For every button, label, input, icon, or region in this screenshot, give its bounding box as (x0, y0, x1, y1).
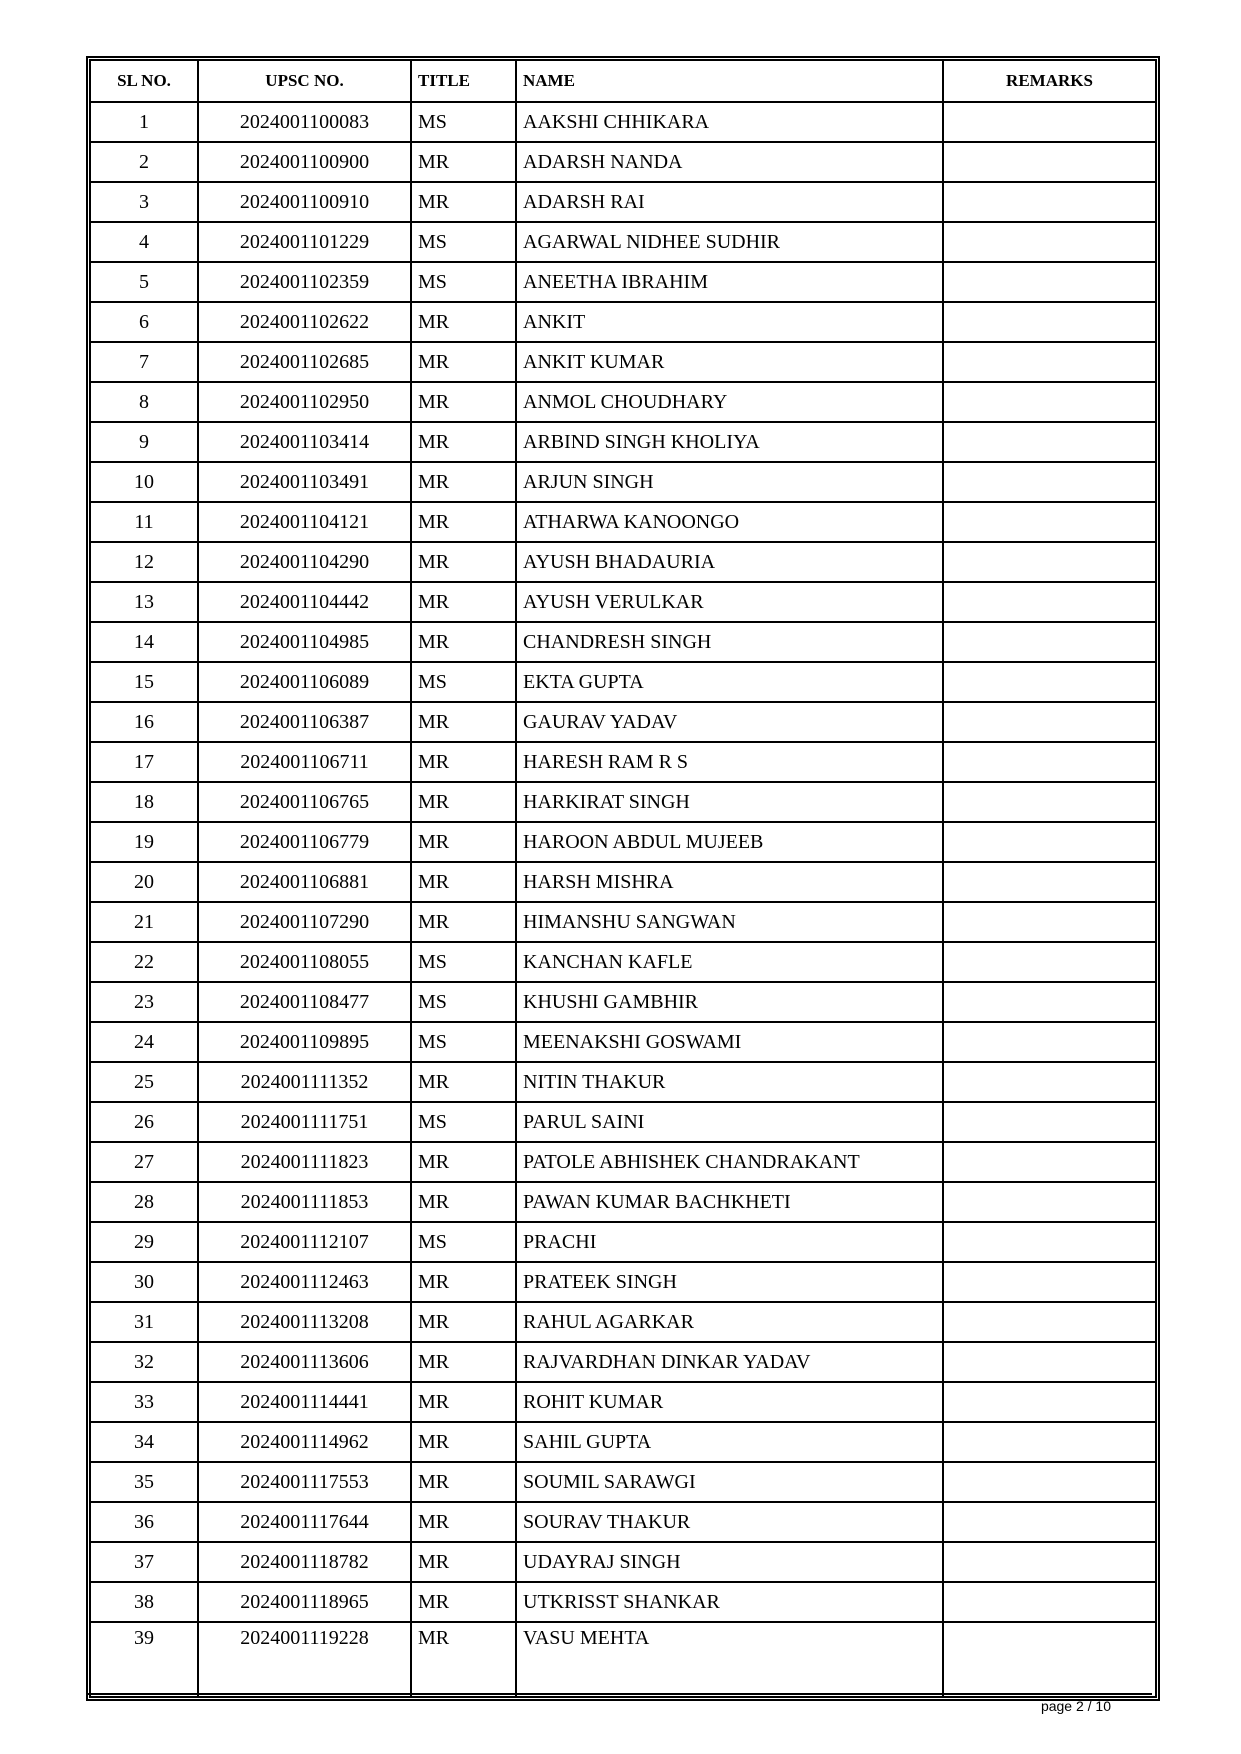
header-remarks: REMARKS (943, 60, 1156, 102)
cell-name: ANEETHA IBRAHIM (516, 262, 943, 302)
cell-title: MR (411, 1382, 516, 1422)
cell-title: MR (411, 182, 516, 222)
cell-title: MR (411, 1142, 516, 1182)
cell-title: MS (411, 1102, 516, 1142)
cell-title: MR (411, 1622, 516, 1697)
cell-title: MR (411, 1542, 516, 1582)
cell-name: UDAYRAJ SINGH (516, 1542, 943, 1582)
table-row (90, 302, 1156, 342)
cell-name: NITIN THAKUR (516, 1062, 943, 1102)
cell-name: PARUL SAINI (516, 1102, 943, 1142)
table-row (90, 382, 1156, 422)
cell-sl-no: 29 (90, 1222, 198, 1262)
cell-upsc-no: 2024001109895 (198, 1022, 411, 1062)
cell-name: RAJVARDHAN DINKAR YADAV (516, 1342, 943, 1382)
cell-name: ADARSH NANDA (516, 142, 943, 182)
cell-title: MR (411, 342, 516, 382)
cell-upsc-no: 2024001102622 (198, 302, 411, 342)
cell-title: MR (411, 742, 516, 782)
cell-remarks (943, 1582, 1156, 1622)
cell-remarks (943, 262, 1156, 302)
cell-title: MR (411, 1182, 516, 1222)
cell-name: SAHIL GUPTA (516, 1422, 943, 1462)
cell-name: MEENAKSHI GOSWAMI (516, 1022, 943, 1062)
table-row (90, 1502, 1156, 1542)
cell-upsc-no: 2024001106711 (198, 742, 411, 782)
cell-title: MR (411, 1302, 516, 1342)
cell-sl-no: 30 (90, 1262, 198, 1302)
cell-name: KHUSHI GAMBHIR (516, 982, 943, 1022)
cell-title: MR (411, 542, 516, 582)
cell-upsc-no: 2024001113606 (198, 1342, 411, 1382)
cell-sl-no: 13 (90, 582, 198, 622)
table-row (90, 1182, 1156, 1222)
cell-upsc-no: 2024001103491 (198, 462, 411, 502)
cell-upsc-no: 2024001113208 (198, 1302, 411, 1342)
cell-sl-no: 19 (90, 822, 198, 862)
cell-remarks (943, 622, 1156, 662)
cell-sl-no: 21 (90, 902, 198, 942)
cell-sl-no: 33 (90, 1382, 198, 1422)
table-row (90, 1622, 1156, 1697)
cell-title: MR (411, 862, 516, 902)
table-row (90, 1102, 1156, 1142)
cell-sl-no: 24 (90, 1022, 198, 1062)
cell-name: AAKSHI CHHIKARA (516, 102, 943, 142)
cell-name: ARBIND SINGH KHOLIYA (516, 422, 943, 462)
table-row (90, 1382, 1156, 1422)
cell-remarks (943, 1222, 1156, 1262)
table-row (90, 422, 1156, 462)
cell-remarks (943, 422, 1156, 462)
cell-remarks (943, 102, 1156, 142)
cell-title: MR (411, 462, 516, 502)
cell-sl-no: 6 (90, 302, 198, 342)
cell-sl-no: 23 (90, 982, 198, 1022)
cell-title: MR (411, 142, 516, 182)
table-row (90, 742, 1156, 782)
cell-title: MR (411, 822, 516, 862)
cell-name: ANMOL CHOUDHARY (516, 382, 943, 422)
table-row (90, 582, 1156, 622)
table-row (90, 1342, 1156, 1382)
cell-title: MS (411, 102, 516, 142)
cell-title: MR (411, 502, 516, 542)
cell-remarks (943, 662, 1156, 702)
cell-title: MR (411, 382, 516, 422)
cell-title: MR (411, 422, 516, 462)
cell-title: MR (411, 1342, 516, 1382)
table-row (90, 462, 1156, 502)
table-row (90, 502, 1156, 542)
cell-name: AYUSH VERULKAR (516, 582, 943, 622)
cell-name: HARSH MISHRA (516, 862, 943, 902)
cell-name: HAROON ABDUL MUJEEB (516, 822, 943, 862)
cell-title: MR (411, 622, 516, 662)
table-row (90, 942, 1156, 982)
table-row (90, 982, 1156, 1022)
cell-sl-no: 16 (90, 702, 198, 742)
cell-upsc-no: 2024001102685 (198, 342, 411, 382)
cell-remarks (943, 742, 1156, 782)
cell-remarks (943, 1022, 1156, 1062)
cell-sl-no: 4 (90, 222, 198, 262)
candidate-table-frame (86, 56, 1160, 1701)
cell-sl-no: 34 (90, 1422, 198, 1462)
cell-sl-no: 20 (90, 862, 198, 902)
cell-title: MS (411, 982, 516, 1022)
page-number: page 2 / 10 (1040, 1698, 1111, 1714)
cell-sl-no: 14 (90, 622, 198, 662)
table-row (90, 542, 1156, 582)
cell-sl-no: 15 (90, 662, 198, 702)
cell-upsc-no: 2024001107290 (198, 902, 411, 942)
header-upsc-no: UPSC NO. (198, 60, 411, 102)
cell-upsc-no: 2024001108055 (198, 942, 411, 982)
cell-name: AYUSH BHADAURIA (516, 542, 943, 582)
cell-sl-no: 26 (90, 1102, 198, 1142)
footer-rule (87, 1693, 1152, 1695)
cell-remarks (943, 302, 1156, 342)
table-row (90, 262, 1156, 302)
cell-remarks (943, 1382, 1156, 1422)
cell-name: PAWAN KUMAR BACHKHETI (516, 1182, 943, 1222)
cell-upsc-no: 2024001111352 (198, 1062, 411, 1102)
cell-sl-no: 35 (90, 1462, 198, 1502)
cell-sl-no: 5 (90, 262, 198, 302)
cell-title: MS (411, 1222, 516, 1262)
cell-upsc-no: 2024001118782 (198, 1542, 411, 1582)
cell-title: MS (411, 1022, 516, 1062)
cell-title: MR (411, 1462, 516, 1502)
cell-sl-no: 10 (90, 462, 198, 502)
cell-remarks (943, 1102, 1156, 1142)
table-header-row (90, 60, 1156, 102)
cell-remarks (943, 142, 1156, 182)
cell-name: SOURAV THAKUR (516, 1502, 943, 1542)
cell-sl-no: 28 (90, 1182, 198, 1222)
cell-upsc-no: 2024001106881 (198, 862, 411, 902)
cell-sl-no: 31 (90, 1302, 198, 1342)
cell-upsc-no: 2024001119228 (198, 1622, 411, 1697)
cell-upsc-no: 2024001104290 (198, 542, 411, 582)
cell-remarks (943, 822, 1156, 862)
cell-upsc-no: 2024001108477 (198, 982, 411, 1022)
table-row (90, 902, 1156, 942)
cell-remarks (943, 782, 1156, 822)
cell-sl-no: 27 (90, 1142, 198, 1182)
cell-upsc-no: 2024001117553 (198, 1462, 411, 1502)
cell-title: MR (411, 1502, 516, 1542)
cell-remarks (943, 1342, 1156, 1382)
cell-sl-no: 9 (90, 422, 198, 462)
cell-title: MR (411, 582, 516, 622)
cell-name: PRATEEK SINGH (516, 1262, 943, 1302)
table-row (90, 142, 1156, 182)
header-title: TITLE (411, 60, 516, 102)
cell-upsc-no: 2024001114962 (198, 1422, 411, 1462)
table-body (90, 102, 1156, 1697)
cell-upsc-no: 2024001104985 (198, 622, 411, 662)
table-row (90, 1462, 1156, 1502)
table-row (90, 1302, 1156, 1342)
cell-name: ANKIT (516, 302, 943, 342)
cell-name: CHANDRESH SINGH (516, 622, 943, 662)
cell-remarks (943, 942, 1156, 982)
cell-name: ROHIT KUMAR (516, 1382, 943, 1422)
cell-sl-no: 22 (90, 942, 198, 982)
cell-title: MS (411, 222, 516, 262)
cell-remarks (943, 862, 1156, 902)
cell-upsc-no: 2024001101229 (198, 222, 411, 262)
table-row (90, 1582, 1156, 1622)
cell-sl-no: 3 (90, 182, 198, 222)
cell-sl-no: 2 (90, 142, 198, 182)
cell-name: GAURAV YADAV (516, 702, 943, 742)
cell-name: KANCHAN KAFLE (516, 942, 943, 982)
cell-remarks (943, 1502, 1156, 1542)
candidate-table (89, 59, 1157, 1698)
cell-name: ANKIT KUMAR (516, 342, 943, 382)
cell-name: HIMANSHU SANGWAN (516, 902, 943, 942)
cell-name: PATOLE ABHISHEK CHANDRAKANT (516, 1142, 943, 1182)
cell-name: VASU MEHTA (516, 1622, 943, 1697)
table-row (90, 1542, 1156, 1582)
table-row (90, 822, 1156, 862)
table-row (90, 222, 1156, 262)
cell-remarks (943, 1302, 1156, 1342)
cell-remarks (943, 222, 1156, 262)
cell-remarks (943, 1622, 1156, 1697)
cell-upsc-no: 2024001103414 (198, 422, 411, 462)
table-row (90, 182, 1156, 222)
cell-remarks (943, 1062, 1156, 1102)
cell-upsc-no: 2024001100910 (198, 182, 411, 222)
cell-sl-no: 12 (90, 542, 198, 582)
table-row (90, 862, 1156, 902)
cell-sl-no: 25 (90, 1062, 198, 1102)
cell-title: MR (411, 702, 516, 742)
cell-upsc-no: 2024001106765 (198, 782, 411, 822)
table-row (90, 1222, 1156, 1262)
cell-upsc-no: 2024001102359 (198, 262, 411, 302)
cell-name: SOUMIL SARAWGI (516, 1462, 943, 1502)
cell-upsc-no: 2024001104121 (198, 502, 411, 542)
cell-title: MR (411, 782, 516, 822)
cell-title: MR (411, 1262, 516, 1302)
cell-sl-no: 32 (90, 1342, 198, 1382)
cell-remarks (943, 582, 1156, 622)
cell-remarks (943, 462, 1156, 502)
cell-remarks (943, 1462, 1156, 1502)
cell-upsc-no: 2024001100083 (198, 102, 411, 142)
cell-name: RAHUL AGARKAR (516, 1302, 943, 1342)
cell-sl-no: 17 (90, 742, 198, 782)
cell-upsc-no: 2024001104442 (198, 582, 411, 622)
cell-title: MR (411, 302, 516, 342)
cell-upsc-no: 2024001106779 (198, 822, 411, 862)
cell-remarks (943, 382, 1156, 422)
table-row (90, 102, 1156, 142)
table-row (90, 622, 1156, 662)
cell-name: ATHARWA KANOONGO (516, 502, 943, 542)
cell-remarks (943, 542, 1156, 582)
cell-name: AGARWAL NIDHEE SUDHIR (516, 222, 943, 262)
table-row (90, 1142, 1156, 1182)
table-row (90, 1422, 1156, 1462)
cell-upsc-no: 2024001112107 (198, 1222, 411, 1262)
cell-name: HARESH RAM R S (516, 742, 943, 782)
cell-upsc-no: 2024001112463 (198, 1262, 411, 1302)
header-name: NAME (516, 60, 943, 102)
cell-sl-no: 7 (90, 342, 198, 382)
cell-title: MR (411, 1582, 516, 1622)
cell-upsc-no: 2024001111751 (198, 1102, 411, 1142)
table-row (90, 342, 1156, 382)
cell-upsc-no: 2024001111823 (198, 1142, 411, 1182)
cell-remarks (943, 902, 1156, 942)
cell-title: MR (411, 1062, 516, 1102)
table-row (90, 1062, 1156, 1102)
cell-remarks (943, 982, 1156, 1022)
cell-sl-no: 18 (90, 782, 198, 822)
cell-sl-no: 38 (90, 1582, 198, 1622)
cell-sl-no: 37 (90, 1542, 198, 1582)
cell-name: HARKIRAT SINGH (516, 782, 943, 822)
cell-sl-no: 36 (90, 1502, 198, 1542)
cell-remarks (943, 342, 1156, 382)
cell-title: MS (411, 662, 516, 702)
cell-title: MS (411, 942, 516, 982)
cell-upsc-no: 2024001117644 (198, 1502, 411, 1542)
cell-upsc-no: 2024001118965 (198, 1582, 411, 1622)
cell-remarks (943, 1142, 1156, 1182)
table-row (90, 702, 1156, 742)
cell-name: ARJUN SINGH (516, 462, 943, 502)
cell-sl-no: 8 (90, 382, 198, 422)
cell-upsc-no: 2024001106387 (198, 702, 411, 742)
table-row (90, 782, 1156, 822)
cell-name: ADARSH RAI (516, 182, 943, 222)
cell-upsc-no: 2024001114441 (198, 1382, 411, 1422)
cell-remarks (943, 182, 1156, 222)
cell-title: MR (411, 902, 516, 942)
cell-remarks (943, 1542, 1156, 1582)
cell-upsc-no: 2024001100900 (198, 142, 411, 182)
header-sl-no: SL NO. (90, 60, 198, 102)
cell-upsc-no: 2024001106089 (198, 662, 411, 702)
cell-title: MS (411, 262, 516, 302)
cell-name: PRACHI (516, 1222, 943, 1262)
cell-name: UTKRISST SHANKAR (516, 1582, 943, 1622)
cell-remarks (943, 1182, 1156, 1222)
cell-sl-no: 39 (90, 1622, 198, 1697)
cell-sl-no: 11 (90, 502, 198, 542)
table-row (90, 1022, 1156, 1062)
table-row (90, 662, 1156, 702)
cell-remarks (943, 1422, 1156, 1462)
cell-remarks (943, 1262, 1156, 1302)
cell-name: EKTA GUPTA (516, 662, 943, 702)
cell-remarks (943, 502, 1156, 542)
cell-upsc-no: 2024001102950 (198, 382, 411, 422)
table-row (90, 1262, 1156, 1302)
cell-upsc-no: 2024001111853 (198, 1182, 411, 1222)
cell-title: MR (411, 1422, 516, 1462)
cell-remarks (943, 702, 1156, 742)
cell-sl-no: 1 (90, 102, 198, 142)
